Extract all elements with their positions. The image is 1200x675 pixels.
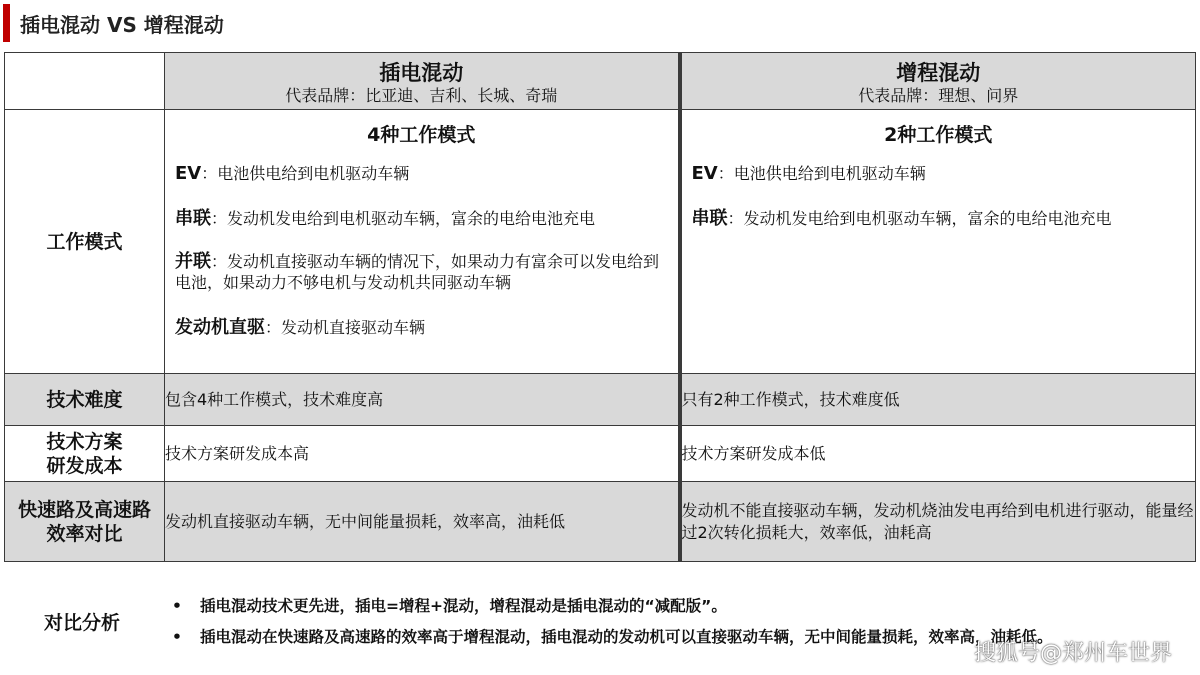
title-bar [0,0,1200,46]
erev-header [680,53,1196,110]
efficiency-label: 快速路及高速路 效率对比 [5,482,165,562]
corner-cell [5,53,165,110]
watermark: 搜狐号@郑州车世界 [973,641,1172,666]
erev-difficulty: 只有2种工作模式，技术难度低 [680,374,1196,426]
bullet-icon: • [172,597,182,615]
phev-header [165,53,680,110]
cost-label: 技术方案 研发成本 [5,426,165,482]
phev-mode-heading: 4种工作模式 [367,124,476,146]
header-row [5,53,1196,110]
erev-title: 增程混动 [896,61,981,85]
analysis-label: 对比分析 [44,612,121,634]
title-accent-bar [3,4,10,42]
erev-mode-ev: EV：电池供电给到电机驱动车辆 [691,163,926,184]
comparison-table [4,52,1196,562]
analysis-point-2: • 插电混动在快速路及高速路的效率高于增程混动，插电混动的发动机可以直接驱动车辆，无中间能量损耗，效率高，油耗低。 [172,628,1053,646]
phev-mode-direct: 发动机直驱：发动机直接驱动车辆 [175,317,426,338]
phev-mode-ev: EV：电池供电给到电机驱动车辆 [175,163,410,184]
bullet-icon: • [172,628,182,646]
difficulty-label: 技术难度 [5,374,165,426]
phev-difficulty: 包含4种工作模式，技术难度高 [165,374,680,426]
phev-mode-parallel: 并联：发动机直接驱动车辆的情况下，如果动力有富余可以发电给到电池，如果动力不够电机与发动机共同驱动车辆 [175,251,660,292]
phev-work-mode-cell [165,110,680,374]
difficulty-row [5,374,1196,426]
phev-cost: 技术方案研发成本高 [165,426,680,482]
erev-cost: 技术方案研发成本低 [680,426,1196,482]
erev-brands: 代表品牌：理想、问界 [858,86,1019,105]
erev-mode-heading: 2种工作模式 [884,124,993,146]
cost-row [5,426,1196,482]
phev-mode-series: 串联：发动机发电给到电机驱动车辆，富余的电给电池充电 [175,208,596,229]
erev-work-mode-cell [680,110,1196,374]
efficiency-row [5,482,1196,562]
phev-title: 插电混动 [379,61,464,85]
work-mode-label: 工作模式 [5,110,165,374]
erev-mode-series: 串联：发动机发电给到电机驱动车辆，富余的电给电池充电 [691,208,1112,229]
page-title: 插电混动 VS 增程混动 [20,13,224,37]
work-mode-row [5,110,1196,374]
phev-efficiency: 发动机直接驱动车辆，无中间能量损耗，效率高，油耗低 [165,482,680,562]
phev-brands: 代表品牌：比亚迪、吉利、长城、奇瑞 [285,86,558,105]
analysis-point-1: • 插电混动技术更先进，插电=增程+混动，增程混动是插电混动的“减配版”。 [172,597,727,615]
erev-efficiency: 发动机不能直接驱动车辆，发动机烧油发电再给到电机进行驱动，能量经过2次转化损耗大，效率低，油耗高 [680,482,1196,562]
